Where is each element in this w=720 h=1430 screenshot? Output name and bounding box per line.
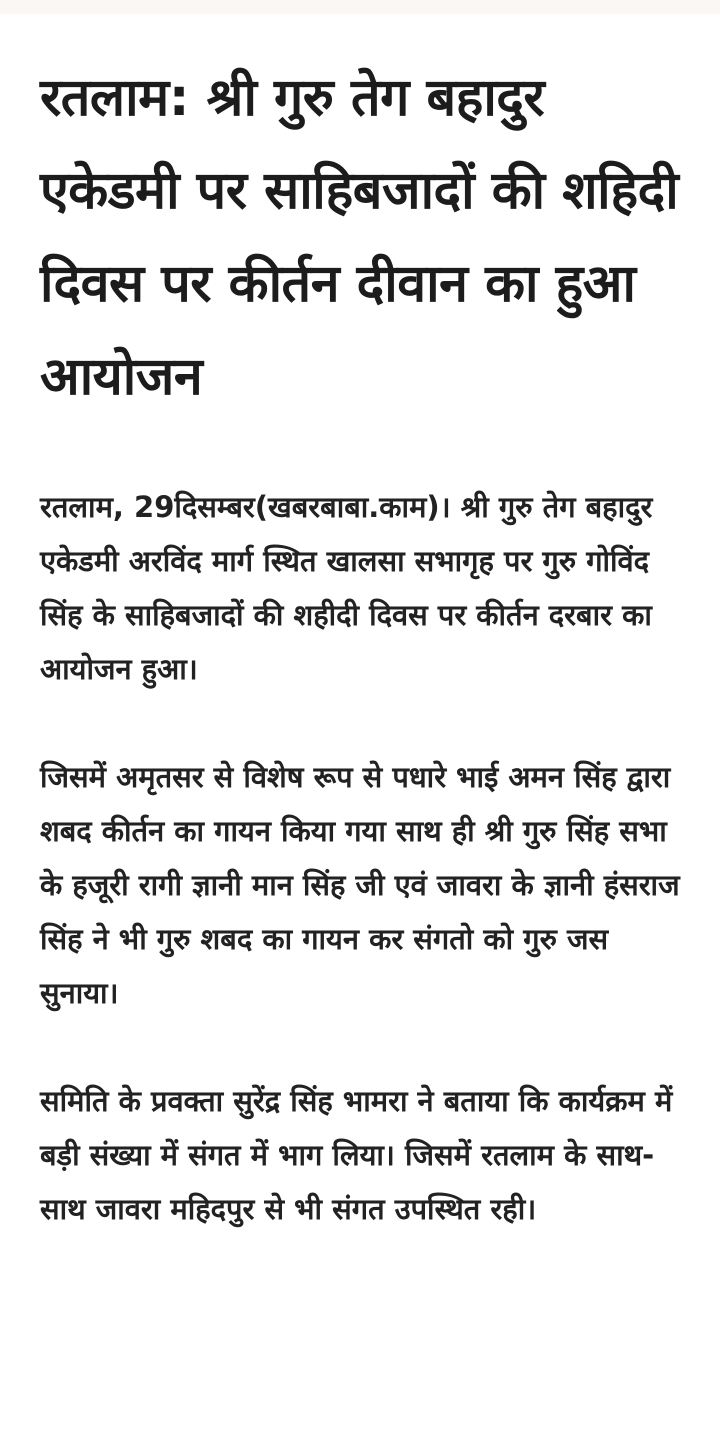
article-paragraph-1: रतलाम, 29दिसम्बर(खबरबाबा.काम)। श्री गुरु तेग बहादुर एकेडमी अरविंद मार्ग स्थित खालसा सभागृह पर गुरु गोविंद सिंह के साहिबजादों की शहीदी दिवस पर कीर्तन दरबार का आयोजन हुआ। bbox=[40, 490, 653, 686]
article bbox=[40, 52, 690, 1236]
article-paragraph-3: समिति के प्रवक्ता सुरेंद्र सिंह भामरा ने बताया कि कार्यक्रम में बड़ी संख्या में संगत में भाग लिया। जिसमें रतलाम के साथ-साथ जावरा महिदपुर से भी संगत उपस्थित रही। bbox=[40, 1084, 673, 1226]
article-headline: रतलाम: श्री गुरु तेग बहादुर एकेडमी पर साहिबजादों की शहिदी दिवस पर कीर्तन दीवान का हुआ आयोजन bbox=[40, 68, 679, 407]
article-body bbox=[40, 480, 690, 1236]
top-strip bbox=[0, 0, 720, 14]
article-paragraph-2: जिसमें अमृतसर से विशेष रूप से पधारे भाई अमन सिंह द्वारा शबद कीर्तन का गायन किया गया साथ ही श्री गुरु सिंह सभा के हजूरी रागी ज्ञानी मान सिंह जी एवं जावरा के ज्ञानी हंसराज सिंह ने भी गुरु शबद का गायन कर संगतो को गुरु जस सुनाया। bbox=[40, 760, 680, 1010]
